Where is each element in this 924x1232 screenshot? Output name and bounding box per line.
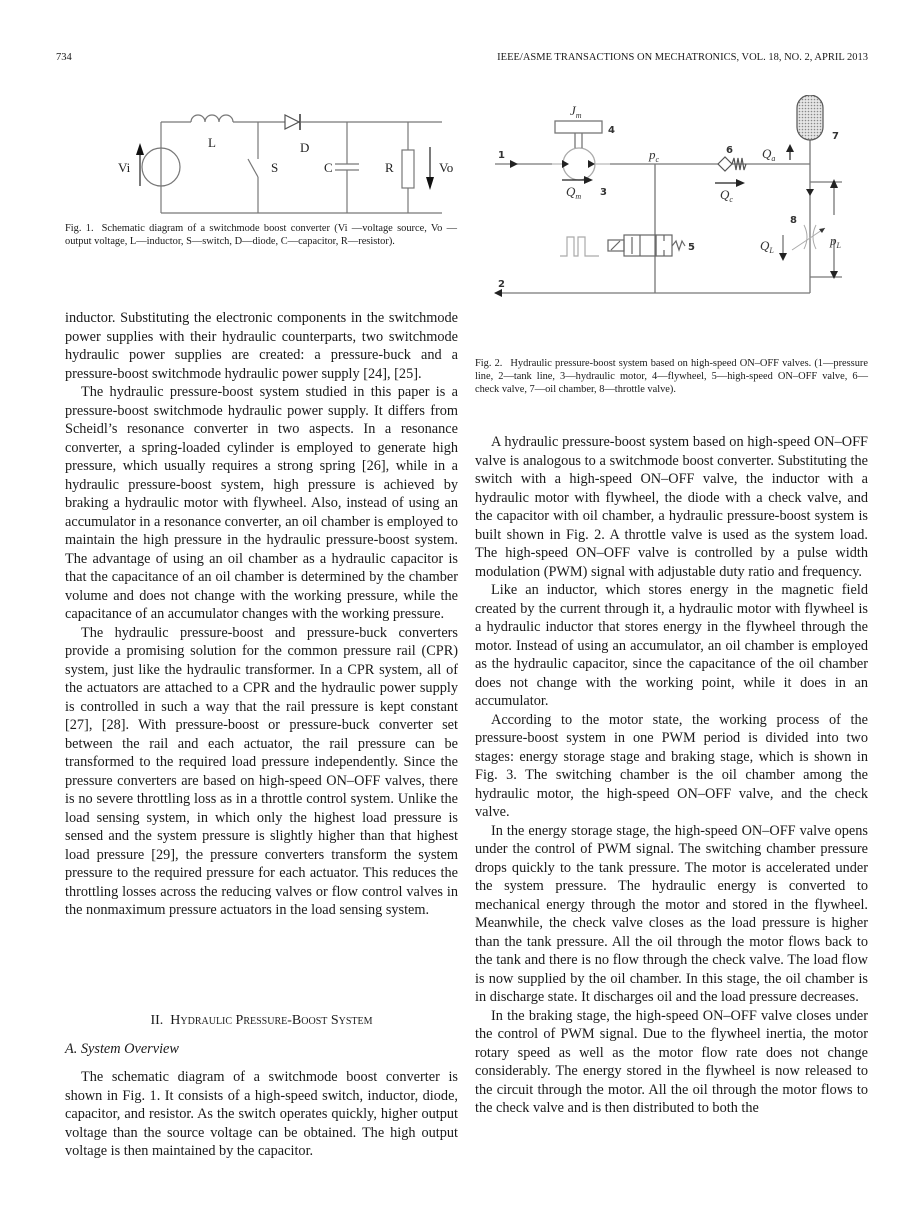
label-6-check-valve: 6 bbox=[726, 145, 733, 156]
page-number: 734 bbox=[56, 52, 72, 63]
label-5-valve: 5 bbox=[688, 242, 695, 253]
paragraph: In the braking stage, the high-speed ON–OFF valve closes under the control of PWM signal. Due to the flywheel inertia, the motor rotary speed as well as the motor flow rate does not change considerably. The energy stored in the flywheel is now released to the circuit through the motor. All the oil through the motor flows to the check valve and is then distributed to both the bbox=[475, 1007, 868, 1116]
label-3-motor: 3 bbox=[600, 187, 607, 198]
paragraph: The hydraulic pressure-boost system studied in this paper is a pressure-boost switchmode hydraulic power supply. It differs from Scheidl’s resonance converter in two aspects. In a resonance converter, a spring-loaded cylinder is employed to generate high pressure, which usually requires a strong spring [26], while in a hydraulic pressure-boost system, high pressure is achieved by braking a hydraulic motor with flywheel. Also, instead of using an accumulator in a resonance converter, an oil chamber is employed to maintain the high pressure in the hydraulic pressure-boost system. The advantage of using an oil chamber as a hydraulic capacitor is that the capacitance of an oil chamber is determined by the chamber volume and does not change with the working pressure, while the capacitance of an accumulator changes with the working pressure. bbox=[65, 384, 458, 622]
journal-title: IEEE/ASME TRANSACTIONS ON MECHATRONICS, VOL. 18, NO. 2, APRIL 2013 bbox=[497, 52, 868, 63]
label-pl: $p_L$ bbox=[830, 233, 841, 250]
label-qm: $Q_m$ bbox=[566, 184, 582, 201]
flywheel-symbol bbox=[555, 121, 602, 133]
label-d: D bbox=[300, 140, 310, 155]
paragraph: A hydraulic pressure-boost system based on high-speed ON–OFF valve is analogous to a switchmode boost converter. Substituting the switch with a high-speed ON–OFF valve, the inductor with a hydraulic motor with flywheel, the diode with a check valve, and the capacitor with oil chamber, a hydraulic pressure-boost system is built shown in Fig. 2. A throttle valve is used as the system load. The high-speed ON–OFF valve is controlled by a pulse width modulation (PWM) signal with adjustable duty ratio and frequency. bbox=[475, 434, 868, 580]
figure-2-caption-text: Hydraulic pressure-boost system based on high-speed ON–OFF valves. (1—pressure line, 2—tank line, 3—hydraulic motor, 4—flywheel, 5—high-speed ON–OFF valve, 6—check valve, 7—oil chamber, 8—throttle valve). bbox=[475, 358, 868, 395]
figure-1-caption bbox=[65, 222, 457, 248]
label-l: L bbox=[208, 135, 216, 150]
inductor-symbol bbox=[191, 115, 233, 122]
label-c: C bbox=[324, 160, 333, 175]
diode-symbol bbox=[285, 114, 300, 130]
left-column-subsection-body bbox=[65, 1068, 458, 1161]
label-s: S bbox=[271, 160, 279, 175]
paragraph: inductor. Substituting the electronic components in the switchmode power supplies with their hydraulic counterparts, two switchmode hydraulic power supplies are created: a pressure-buck and a pressure-boost switchmode hydraulic power supply [24], [25]. bbox=[65, 310, 458, 382]
label-vi: Vi bbox=[118, 160, 131, 175]
paragraph: In the energy storage stage, the high-speed ON–OFF valve opens under the control of PWM signal. The switching chamber pressure drops quickly to the tank pressure. The motor is accelerated under the system pressure. The hydraulic energy is converted to mechanical energy through the motor and stored in the flywheel. Meanwhile, the check valve closes as the load pressure is higher than the tank pressure. All the oil through the motor flows back to the tank and there is no flow through the check valve. The load flow is now supplied by the oil chamber. In this stage, the oil chamber is in discharge state. It discharges oil and the load pressure decreases. bbox=[475, 822, 868, 1005]
label-r: R bbox=[385, 160, 394, 175]
pwm-signal-icon bbox=[560, 237, 599, 256]
label-pc: $p_c$ bbox=[649, 147, 660, 164]
oil-chamber-symbol bbox=[797, 95, 823, 140]
figure-2-hydraulic-system-diagram bbox=[480, 95, 890, 345]
subsection-heading: A. System Overview bbox=[65, 1041, 179, 1057]
figure-1-label: Fig. 1. bbox=[65, 223, 94, 234]
label-8-throttle: 8 bbox=[790, 215, 797, 226]
on-off-valve-symbol bbox=[608, 235, 685, 256]
label-jm: $J_m$ bbox=[570, 103, 582, 120]
section-heading bbox=[65, 1013, 458, 1029]
right-column-body bbox=[475, 433, 868, 1118]
figure-1-boost-converter-schematic bbox=[65, 92, 465, 217]
figure-2-caption bbox=[475, 357, 868, 396]
figure-2-label: Fig. 2. bbox=[475, 358, 503, 369]
left-column-body bbox=[65, 309, 458, 920]
label-2-tank-line: 2 bbox=[498, 279, 505, 290]
paragraph: The hydraulic pressure-boost and pressure-buck converters provide a promising solution for the common pressure rail (CPR) system, just like the hydraulic transformer. In a CPR system, all of the actuators are attached to a CPR and the hydraulic power supply is controlled in such a way that the rail pressure is kept constant [27], [28]. With pressure-boost or pressure-buck converter set between the rail and each actuator, the rail pressure can be transformed to the required load pressure independently. Since the pressure converters are based on high-speed ON–OFF valves, there is no severe throttling loss as in a throttle control system. Unlike the load sensing system, in which only the highest load pressure is sensed and the system pressure is slightly higher than that highest load pressure [29], the pressure converters transform the system pressure to the required pressure for each actuator. This reduces the throttling losses across the reducing valves or flow control valves in the nonmaximum pressure actuators in the load sensing system. bbox=[65, 624, 458, 918]
throttle-valve-symbol bbox=[792, 225, 825, 250]
label-qc: $Q_c$ bbox=[720, 187, 733, 204]
vo-arrow-icon bbox=[426, 147, 434, 190]
label-vo: Vo bbox=[439, 160, 454, 175]
paragraph: Like an inductor, which stores energy in the magnetic field created by the current through it, a hydraulic motor with flywheel is a hydraulic inductor that stores energy in the flywheel through the motor. Instead of using an accumulator, an oil chamber is employed as the hydraulic capacitor, since the capacitance of the oil chamber does not change with the working point, while it does in an accumulator. bbox=[475, 582, 868, 709]
running-header bbox=[56, 52, 868, 66]
label-4-flywheel: 4 bbox=[608, 125, 615, 136]
label-qa: $Q_a$ bbox=[762, 146, 776, 163]
label-7-oil-chamber: 7 bbox=[832, 131, 839, 142]
paragraph: According to the motor state, the working process of the pressure-boost system in one PWM period is divided into two stages: energy storage stage and braking stage, which is shown in Fig. 3. The switching chamber is the oil chamber among the hydraulic motor, the high-speed ON–OFF valve, and the check valve. bbox=[475, 711, 868, 820]
section-title: Hydraulic Pressure-Boost System bbox=[170, 1013, 373, 1028]
paragraph: The schematic diagram of a switchmode boost converter is shown in Fig. 1. It consists of a high-speed switch, inductor, diode, capacitor, and resistor. As the switch operates quickly, higher output voltage than the source voltage can be obtained. The high output voltage is then maintained by the capacitor. bbox=[65, 1069, 458, 1159]
label-ql: $Q_L$ bbox=[760, 238, 774, 255]
label-1-pressure-line: 1 bbox=[498, 150, 505, 161]
section-number: II. bbox=[150, 1013, 164, 1028]
vi-arrow-icon bbox=[136, 143, 144, 186]
figure-1-caption-text: Schematic diagram of a switchmode boost converter (Vi —voltage source, Vo —output voltage, L—inductor, S—switch, D—diode, C—capacitor, R—resistor). bbox=[65, 223, 457, 247]
